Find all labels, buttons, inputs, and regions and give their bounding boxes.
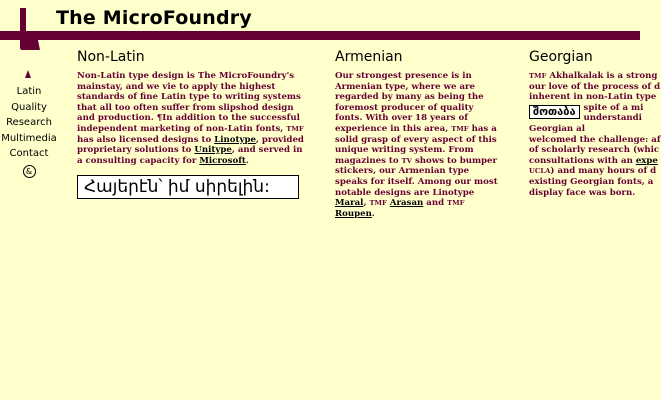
column-armenian xyxy=(335,49,503,219)
ampersand-circle-icon[interactable]: & xyxy=(23,165,36,178)
link-unitype[interactable]: Unitype xyxy=(194,145,232,156)
header-bar xyxy=(0,31,640,40)
heading-armenian: Armenian xyxy=(335,49,403,65)
nav-item-research[interactable]: Research xyxy=(6,117,52,128)
heading-georgian: Georgian xyxy=(529,49,593,65)
site-title[interactable]: The MicroFoundry xyxy=(56,7,252,29)
armenian-text: Our strongest presence is in Armenian type, where we are regarded by many as being the foremost producer of quality fonts. With over 18 years of experience in this area, TMF has a solid grasp of every aspect of this unique writing system. From magazines to TV shows to bumper stickers, our Armenian type speaks for itself. Among our most notable designs are Linotype Maral, TMF Arasan and TMF Roupen. xyxy=(335,71,498,219)
nav-item-contact[interactable]: Contact xyxy=(9,148,49,159)
column-non-latin xyxy=(77,49,307,199)
link-arasan[interactable]: Arasan xyxy=(389,198,424,209)
microfoundry-logo-icon[interactable] xyxy=(14,6,44,52)
link-microsoft[interactable]: Microsoft xyxy=(199,155,246,166)
link-expert[interactable]: expe xyxy=(635,155,658,166)
nav-up-arrow-icon xyxy=(25,70,31,78)
column-georgian xyxy=(529,49,661,198)
nav-item-multimedia[interactable]: Multimedia xyxy=(1,132,57,144)
georgian-sample-image[interactable]: შოთაბა xyxy=(529,105,580,120)
non-latin-text: Non-Latin type design is The MicroFoundry's mainstay, and we vie to apply the highest standards of fine Latin type to writing systems that all too often suffer from slipshod design and production. ¶In addition to the successful independent marketing of non-Latin fonts, TMF has also licensed designs to Linotype, provided proprietary solutions to Unitype, and served in a consulting capacity for Microsoft. xyxy=(77,71,304,166)
link-maral[interactable]: Maral xyxy=(335,198,364,209)
link-linotype[interactable]: Linotype xyxy=(214,134,256,145)
sidebar-nav xyxy=(0,84,58,178)
armenian-sample-image[interactable]: Հայերէն՝ իմ սիրելին: xyxy=(77,175,299,199)
heading-non-latin: Non-Latin xyxy=(77,49,145,65)
georgian-text: TMF Akhalkalak is a strong our love of the process of d inherent in non-Latin type შოთაბა spite of a mi understandi Georgian al welcomed the challenge: af of scholarly research (whic consultations with an expe UCLA) and many hours of d existing Georgian fonts, a display face was born. xyxy=(529,71,661,198)
nav-item-quality[interactable]: Quality xyxy=(11,101,47,113)
nav-item-latin[interactable]: Latin xyxy=(16,86,42,97)
link-roupen[interactable]: Roupen xyxy=(335,208,372,219)
